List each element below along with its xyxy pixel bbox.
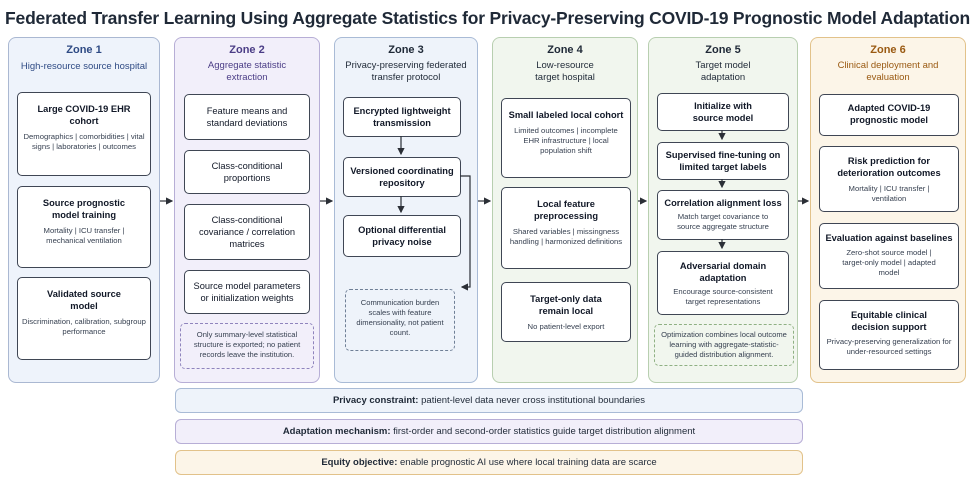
box-equitable-support (819, 300, 959, 370)
box-covariance (184, 204, 310, 260)
zone-number: Zone 6 (870, 44, 906, 56)
zone-2-aggregate-extraction (174, 37, 320, 383)
zone-subtitle: Privacy-preserving federated transfer protocol (345, 60, 467, 83)
zone-subtitle: High-resource source hospital (20, 61, 148, 72)
zone-number: Zone 1 (66, 44, 102, 56)
box-local-preprocessing (501, 187, 631, 269)
box-desc: Mortality | ICU transfer | ventilation (848, 184, 930, 203)
box-desc: Mortality | ICU transfer | mechanical ventilation (43, 226, 125, 245)
box-title: Local feature preprocessing (533, 199, 599, 221)
band-text: first-order and second-order statistics guide target distribution alignment (393, 426, 696, 437)
box-desc: Limited outcomes | incomplete EHR infrastructure | local population shift (514, 126, 618, 155)
note-communication-burden: Communication burden scales with feature dimensionality, not patient count. (345, 289, 455, 351)
zone-5-target-adaptation (648, 37, 798, 383)
box-ehr-cohort (17, 92, 151, 176)
box-evaluation (819, 223, 959, 289)
band-text: patient-level data never cross institutional boundaries (421, 395, 646, 406)
box-title: Small labeled local cohort (508, 110, 624, 120)
box-title: Validated source model (47, 289, 121, 311)
box-title: Initialize with source model (692, 101, 754, 123)
box-desc: Privacy-preserving generalization for under-resourced settings (826, 337, 952, 356)
box-title: Equitable clinical decision support (851, 310, 927, 332)
box-desc: Demographics | comorbidities | vital signs | laboratories | outcomes (23, 132, 145, 151)
box-validated-model (17, 277, 151, 360)
band-equity-objective (175, 450, 803, 475)
box-title: Adversarial domain adaptation (679, 261, 767, 283)
box-adversarial (657, 251, 789, 315)
box-differential-privacy (343, 215, 461, 257)
box-title: Risk prediction for deterioration outcomes (837, 156, 941, 178)
box-feature-means (184, 94, 310, 140)
box-title: Source model parameters or initialization weights (193, 281, 301, 303)
zone-subtitle: Target model adaptation (695, 60, 751, 83)
box-source-params (184, 270, 310, 314)
box-desc: Encourage source-consistent target representations (673, 287, 773, 306)
zone-subtitle: Clinical deployment and evaluation (837, 60, 939, 83)
box-title: Supervised fine-tuning on limited target labels (665, 150, 781, 172)
box-source-training (17, 186, 151, 268)
zone-1-source-hospital (8, 37, 160, 383)
box-desc: No patient-level export (527, 322, 605, 331)
band-text: enable prognostic AI use where local training data are scarce (400, 457, 657, 468)
box-title: Class-conditional proportions (211, 161, 283, 183)
note-optimization: Optimization combines local outcome learning with aggregate-statistic-guided distribution alignment. (654, 324, 794, 366)
box-title: Optional differential privacy noise (358, 225, 446, 247)
box-risk-prediction (819, 146, 959, 212)
zone-4-target-hospital (492, 37, 638, 383)
box-desc: Shared variables | missingness handling | harmonized definitions (509, 227, 623, 246)
box-correlation-loss (657, 190, 789, 240)
box-title: Source prognostic model training (42, 198, 126, 220)
note-summary-only: Only summary-level statistical structure is exported; no patient records leave the institution. (180, 323, 314, 369)
zone-number: Zone 5 (705, 44, 741, 56)
page-title: Federated Transfer Learning Using Aggregate Statistics for Privacy-Preserving COVID-19 Prognostic Model Adaptation (5, 8, 970, 28)
box-title: Class-conditional covariance / correlation matrices (198, 215, 296, 249)
zone-number: Zone 2 (229, 44, 265, 56)
box-title: Feature means and standard deviations (206, 106, 288, 128)
band-privacy-constraint (175, 388, 803, 413)
box-small-cohort (501, 98, 631, 178)
box-title: Correlation alignment loss (664, 198, 782, 208)
box-desc: Zero-shot source model | target-only model | adapted model (842, 248, 936, 277)
box-title: Evaluation against baselines (825, 233, 953, 243)
box-encrypted-transmission (343, 97, 461, 137)
box-fine-tuning (657, 142, 789, 180)
band-label: Privacy constraint: (332, 395, 419, 406)
box-class-proportions (184, 150, 310, 194)
box-data-remain-local (501, 282, 631, 342)
box-title: Target-only data remain local (530, 294, 602, 316)
zone-number: Zone 3 (388, 44, 424, 56)
box-title: Adapted COVID-19 prognostic model (847, 103, 931, 125)
zone-3-federated-protocol (334, 37, 478, 383)
box-initialize (657, 93, 789, 131)
box-desc: Match target covariance to source aggregate structure (677, 212, 769, 231)
box-repository (343, 157, 461, 197)
band-label: Equity objective: (321, 457, 398, 468)
zone-subtitle: Low-resource target hospital (535, 60, 595, 83)
band-label: Adaptation mechanism: (282, 426, 391, 437)
box-desc: Discrimination, calibration, subgroup performance (22, 317, 146, 336)
box-title: Encrypted lightweight transmission (353, 106, 451, 128)
box-adapted-model (819, 94, 959, 136)
box-title: Versioned coordinating repository (350, 166, 454, 188)
zone-number: Zone 4 (547, 44, 583, 56)
band-adaptation-mechanism (175, 419, 803, 444)
zone-subtitle: Aggregate statistic extraction (207, 60, 287, 83)
box-title: Large COVID-19 EHR cohort (37, 104, 131, 126)
zone-6-clinical-deployment (810, 37, 966, 383)
